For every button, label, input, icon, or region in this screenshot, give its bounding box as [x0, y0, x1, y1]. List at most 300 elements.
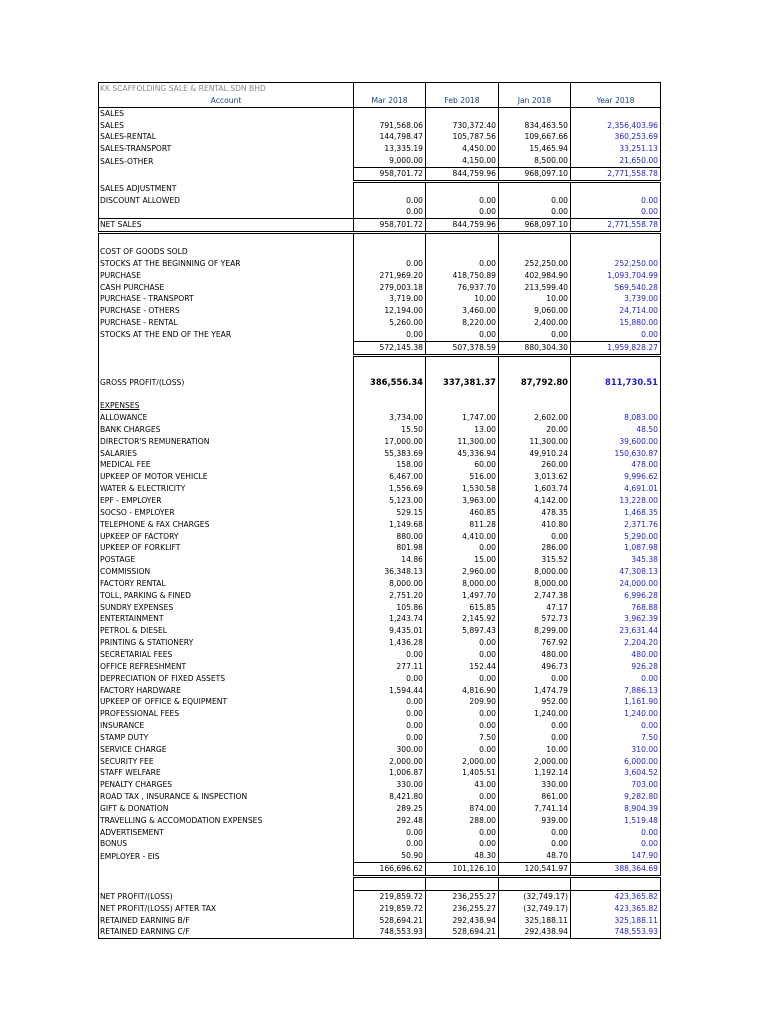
account-label: UPKEEP OF OFFICE & EQUIPMENT: [99, 696, 354, 708]
amount-year-2018: 21,650.00: [571, 155, 661, 167]
account-label: COST OF GOODS SOLD: [99, 246, 354, 258]
amount-mar-2018: 3,719.00: [354, 293, 426, 305]
amount-feb-2018: 0.00: [426, 206, 499, 218]
amount-mar-2018: 144,798.47: [354, 131, 426, 143]
account-label: SALES-TRANSPORT: [99, 143, 354, 155]
amount-feb-2018: 10.00: [426, 293, 499, 305]
amount-mar-2018: [354, 877, 426, 891]
amount-jan-2018: 402,984.90: [499, 270, 571, 282]
account-row: [99, 661, 661, 673]
account-row: [99, 803, 661, 815]
amount-mar-2018: 158.00: [354, 459, 426, 471]
account-label: TRAVELLING & ACCOMODATION EXPENSES: [99, 815, 354, 827]
account-label: ROAD TAX , INSURANCE & INSPECTION: [99, 791, 354, 803]
amount-feb-2018: 4,410.00: [426, 531, 499, 543]
amount-mar-2018: 1,006.87: [354, 767, 426, 779]
amount-year-2018: [571, 388, 661, 400]
amount-jan-2018: 0.00: [499, 195, 571, 207]
amount-year-2018: 748,553.93: [571, 926, 661, 938]
amount-year-2018: 310.00: [571, 744, 661, 756]
amount-feb-2018: [426, 877, 499, 891]
account-row: [99, 329, 661, 341]
amount-mar-2018: 1,556.69: [354, 483, 426, 495]
account-label: [99, 167, 354, 181]
amount-mar-2018: 801.98: [354, 542, 426, 554]
column-header-row: [99, 95, 661, 107]
amount-year-2018: [571, 181, 661, 194]
amount-feb-2018: 5,897.43: [426, 625, 499, 637]
amount-jan-2018: (32,749.17): [499, 890, 571, 902]
amount-feb-2018: 0.00: [426, 637, 499, 649]
account-row: [99, 155, 661, 167]
account-row: [99, 181, 661, 194]
account-label: SALES-OTHER: [99, 155, 354, 167]
header-year-2018: Year 2018: [571, 95, 661, 107]
amount-feb-2018: 1,497.70: [426, 590, 499, 602]
account-label: [99, 863, 354, 877]
amount-mar-2018: 0.00: [354, 329, 426, 341]
amount-feb-2018: 337,381.37: [426, 368, 499, 388]
account-label: SOCSO - EMPLOYER: [99, 507, 354, 519]
amount-mar-2018: [354, 388, 426, 400]
amount-feb-2018: 60.00: [426, 459, 499, 471]
amount-jan-2018: [499, 355, 571, 368]
amount-jan-2018: 330.00: [499, 779, 571, 791]
account-row: [99, 744, 661, 756]
amount-mar-2018: 1,594.44: [354, 685, 426, 697]
account-row: [99, 566, 661, 578]
amount-feb-2018: 0.00: [426, 720, 499, 732]
account-row: [99, 471, 661, 483]
amount-feb-2018: 152.44: [426, 661, 499, 673]
amount-mar-2018: 12,194.00: [354, 305, 426, 317]
header-jan-2018: Jan 2018: [499, 95, 571, 107]
amount-feb-2018: 7.50: [426, 732, 499, 744]
account-row: [99, 708, 661, 720]
account-label: FACTORY RENTAL: [99, 578, 354, 590]
amount-jan-2018: 0.00: [499, 329, 571, 341]
amount-mar-2018: 50.90: [354, 850, 426, 862]
account-row: [99, 219, 661, 233]
amount-jan-2018: 0.00: [499, 206, 571, 218]
account-row: [99, 167, 661, 181]
account-label: SALARIES: [99, 448, 354, 460]
amount-jan-2018: 952.00: [499, 696, 571, 708]
amount-jan-2018: 10.00: [499, 293, 571, 305]
account-label: DISCOUNT ALLOWED: [99, 195, 354, 207]
amount-jan-2018: 48.70: [499, 850, 571, 862]
amount-feb-2018: 2,960.00: [426, 566, 499, 578]
account-label: SECURITY FEE: [99, 756, 354, 768]
account-label: ADVERTISEMENT: [99, 827, 354, 839]
amount-feb-2018: 4,150.00: [426, 155, 499, 167]
amount-year-2018: 478.00: [571, 459, 661, 471]
account-label: EXPENSES: [99, 400, 354, 412]
amount-jan-2018: 1,474.79: [499, 685, 571, 697]
amount-feb-2018: [426, 355, 499, 368]
amount-year-2018: 8,904.39: [571, 803, 661, 815]
account-row: [99, 195, 661, 207]
amount-feb-2018: [426, 181, 499, 194]
account-label: SERVICE CHARGE: [99, 744, 354, 756]
amount-year-2018: 480.00: [571, 649, 661, 661]
amount-jan-2018: 87,792.80: [499, 368, 571, 388]
amount-feb-2018: 288.00: [426, 815, 499, 827]
amount-feb-2018: [426, 107, 499, 119]
amount-feb-2018: 13.00: [426, 424, 499, 436]
amount-mar-2018: 5,260.00: [354, 317, 426, 329]
account-row: [99, 649, 661, 661]
account-row: [99, 732, 661, 744]
amount-mar-2018: 1,149.68: [354, 519, 426, 531]
account-row: [99, 483, 661, 495]
amount-mar-2018: [354, 246, 426, 258]
account-row: [99, 685, 661, 697]
amount-year-2018: 2,771,558.78: [571, 167, 661, 181]
amount-year-2018: 0.00: [571, 206, 661, 218]
amount-feb-2018: 0.00: [426, 838, 499, 850]
amount-jan-2018: 8,299.00: [499, 625, 571, 637]
amount-mar-2018: 9,435.01: [354, 625, 426, 637]
amount-mar-2018: 55,383.69: [354, 448, 426, 460]
account-label: FACTORY HARDWARE: [99, 685, 354, 697]
amount-year-2018: [571, 877, 661, 891]
amount-mar-2018: 6,467.00: [354, 471, 426, 483]
amount-jan-2018: 939.00: [499, 815, 571, 827]
amount-mar-2018: 0.00: [354, 827, 426, 839]
amount-year-2018: 388,364.69: [571, 863, 661, 877]
account-row: [99, 246, 661, 258]
amount-year-2018: [571, 233, 661, 246]
amount-mar-2018: 271,969.20: [354, 270, 426, 282]
amount-mar-2018: 13,335.19: [354, 143, 426, 155]
amount-year-2018: 24,714.00: [571, 305, 661, 317]
amount-jan-2018: 767.92: [499, 637, 571, 649]
amount-year-2018: 423,365.82: [571, 890, 661, 902]
amount-feb-2018: 0.00: [426, 329, 499, 341]
account-row: [99, 554, 661, 566]
amount-mar-2018: 219,859.72: [354, 890, 426, 902]
account-row: [99, 578, 661, 590]
account-row: [99, 293, 661, 305]
amount-mar-2018: 1,243.74: [354, 613, 426, 625]
amount-mar-2018: 219,859.72: [354, 903, 426, 915]
amount-year-2018: 325,188.11: [571, 915, 661, 927]
amount-feb-2018: 105,787.56: [426, 131, 499, 143]
company-name: KK SCAFFOLDING SALE & RENTAL SDN BHD: [99, 83, 354, 95]
amount-jan-2018: 861.00: [499, 791, 571, 803]
amount-feb-2018: 8,000.00: [426, 578, 499, 590]
amount-mar-2018: 0.00: [354, 649, 426, 661]
amount-feb-2018: 418,750.89: [426, 270, 499, 282]
amount-feb-2018: [426, 246, 499, 258]
amount-year-2018: 9,282.80: [571, 791, 661, 803]
amount-feb-2018: 76,937.70: [426, 282, 499, 294]
account-label: SUNDRY EXPENSES: [99, 602, 354, 614]
amount-feb-2018: 0.00: [426, 827, 499, 839]
account-row: [99, 368, 661, 388]
amount-year-2018: 39,600.00: [571, 436, 661, 448]
amount-mar-2018: 166,696.62: [354, 863, 426, 877]
account-label: [99, 355, 354, 368]
account-label: WATER & ELECTRICITY: [99, 483, 354, 495]
amount-year-2018: 6,000.00: [571, 756, 661, 768]
amount-jan-2018: 968,097.10: [499, 219, 571, 233]
account-label: TELEPHONE & FAX CHARGES: [99, 519, 354, 531]
amount-mar-2018: 2,000.00: [354, 756, 426, 768]
amount-jan-2018: 292,438.94: [499, 926, 571, 938]
amount-mar-2018: 292.48: [354, 815, 426, 827]
amount-year-2018: 2,356,403.96: [571, 120, 661, 132]
header-mar-2018: Mar 2018: [354, 95, 426, 107]
amount-feb-2018: 292,438.94: [426, 915, 499, 927]
amount-year-2018: 4,691.01: [571, 483, 661, 495]
amount-mar-2018: 8,000.00: [354, 578, 426, 590]
amount-mar-2018: 330.00: [354, 779, 426, 791]
account-row: [99, 815, 661, 827]
amount-mar-2018: [354, 233, 426, 246]
amount-year-2018: 768.88: [571, 602, 661, 614]
amount-jan-2018: 213,599.40: [499, 282, 571, 294]
amount-mar-2018: 1,436.28: [354, 637, 426, 649]
amount-mar-2018: 528,694.21: [354, 915, 426, 927]
account-label: BONUS: [99, 838, 354, 850]
amount-mar-2018: 0.00: [354, 708, 426, 720]
amount-jan-2018: 1,240.00: [499, 708, 571, 720]
amount-year-2018: 1,519.48: [571, 815, 661, 827]
account-label: EMPLOYER - EIS: [99, 850, 354, 862]
amount-jan-2018: 1,603.74: [499, 483, 571, 495]
account-row: [99, 341, 661, 355]
amount-jan-2018: 47.17: [499, 602, 571, 614]
account-row: [99, 756, 661, 768]
account-row: [99, 890, 661, 902]
account-row: [99, 282, 661, 294]
amount-year-2018: 147.90: [571, 850, 661, 862]
amount-jan-2018: [499, 388, 571, 400]
amount-year-2018: 0.00: [571, 720, 661, 732]
amount-jan-2018: 2,400.00: [499, 317, 571, 329]
account-label: SALES: [99, 107, 354, 119]
amount-feb-2018: 4,816.90: [426, 685, 499, 697]
amount-mar-2018: 14.86: [354, 554, 426, 566]
amount-year-2018: 47,308.13: [571, 566, 661, 578]
amount-jan-2018: 0.00: [499, 720, 571, 732]
account-row: [99, 531, 661, 543]
amount-jan-2018: 4,142.00: [499, 495, 571, 507]
account-label: INSURANCE: [99, 720, 354, 732]
account-label: DIRECTOR'S REMUNERATION: [99, 436, 354, 448]
account-label: PRINTING & STATIONERY: [99, 637, 354, 649]
amount-year-2018: [571, 246, 661, 258]
amount-year-2018: 345.38: [571, 554, 661, 566]
account-row: [99, 915, 661, 927]
amount-feb-2018: 4,450.00: [426, 143, 499, 155]
amount-jan-2018: 325,188.11: [499, 915, 571, 927]
amount-jan-2018: 968,097.10: [499, 167, 571, 181]
account-label: CASH PURCHASE: [99, 282, 354, 294]
amount-year-2018: 23,631.44: [571, 625, 661, 637]
account-row: [99, 791, 661, 803]
account-label: PURCHASE - TRANSPORT: [99, 293, 354, 305]
amount-jan-2018: 478.35: [499, 507, 571, 519]
amount-mar-2018: 529.15: [354, 507, 426, 519]
account-row: [99, 673, 661, 685]
amount-jan-2018: 252,250.00: [499, 258, 571, 270]
amount-jan-2018: 260.00: [499, 459, 571, 471]
amount-mar-2018: 3,734.00: [354, 412, 426, 424]
amount-feb-2018: 0.00: [426, 673, 499, 685]
amount-jan-2018: 315.52: [499, 554, 571, 566]
account-row: [99, 495, 661, 507]
amount-mar-2018: 300.00: [354, 744, 426, 756]
income-statement-sheet: [98, 82, 660, 939]
header-account: Account: [99, 95, 354, 107]
account-row: [99, 696, 661, 708]
account-label: TOLL, PARKING & FINED: [99, 590, 354, 602]
account-label: STAMP DUTY: [99, 732, 354, 744]
account-label: SALES ADJUSTMENT: [99, 181, 354, 194]
amount-year-2018: 0.00: [571, 673, 661, 685]
amount-feb-2018: 43.00: [426, 779, 499, 791]
amount-jan-2018: 120,541.97: [499, 863, 571, 877]
amount-mar-2018: [354, 107, 426, 119]
amount-year-2018: 0.00: [571, 195, 661, 207]
amount-feb-2018: 507,378.59: [426, 341, 499, 355]
amount-year-2018: 8,083.00: [571, 412, 661, 424]
header-feb-2018: Feb 2018: [426, 95, 499, 107]
account-label: POSTAGE: [99, 554, 354, 566]
amount-jan-2018: 49,910.24: [499, 448, 571, 460]
account-row: [99, 270, 661, 282]
amount-feb-2018: 730,372.40: [426, 120, 499, 132]
account-label: PURCHASE: [99, 270, 354, 282]
amount-feb-2018: 3,460.00: [426, 305, 499, 317]
amount-jan-2018: [499, 181, 571, 194]
amount-year-2018: 7.50: [571, 732, 661, 744]
amount-feb-2018: 516.00: [426, 471, 499, 483]
amount-year-2018: 1,087.98: [571, 542, 661, 554]
amount-feb-2018: 844,759.96: [426, 219, 499, 233]
amount-jan-2018: 480.00: [499, 649, 571, 661]
account-row: [99, 436, 661, 448]
amount-year-2018: 6,996.28: [571, 590, 661, 602]
account-row: [99, 863, 661, 877]
amount-feb-2018: 2,145.92: [426, 613, 499, 625]
amount-feb-2018: 1,530.58: [426, 483, 499, 495]
account-label: ENTERTAINMENT: [99, 613, 354, 625]
amount-year-2018: 2,771,558.78: [571, 219, 661, 233]
account-label: NET PROFIT/(LOSS) AFTER TAX: [99, 903, 354, 915]
amount-feb-2018: 11,300.00: [426, 436, 499, 448]
amount-jan-2018: [499, 400, 571, 412]
amount-jan-2018: 3,013.62: [499, 471, 571, 483]
account-label: OFFICE REFRESHMENT: [99, 661, 354, 673]
account-label: PROFESSIONAL FEES: [99, 708, 354, 720]
account-label: RETAINED EARNING C/F: [99, 926, 354, 938]
amount-mar-2018: 791,568.06: [354, 120, 426, 132]
amount-mar-2018: 289.25: [354, 803, 426, 815]
amount-mar-2018: 0.00: [354, 838, 426, 850]
account-row: [99, 131, 661, 143]
amount-year-2018: 2,204.20: [571, 637, 661, 649]
amount-mar-2018: 5,123.00: [354, 495, 426, 507]
account-row: [99, 625, 661, 637]
amount-year-2018: 926.28: [571, 661, 661, 673]
amount-mar-2018: 0.00: [354, 696, 426, 708]
amount-feb-2018: 460.85: [426, 507, 499, 519]
amount-feb-2018: 844,759.96: [426, 167, 499, 181]
account-label: RETAINED EARNING B/F: [99, 915, 354, 927]
account-row: [99, 827, 661, 839]
amount-year-2018: 0.00: [571, 827, 661, 839]
amount-feb-2018: 236,255.27: [426, 890, 499, 902]
amount-year-2018: 150,630.87: [571, 448, 661, 460]
amount-mar-2018: 0.00: [354, 195, 426, 207]
amount-feb-2018: 0.00: [426, 791, 499, 803]
amount-jan-2018: 8,000.00: [499, 566, 571, 578]
amount-year-2018: 3,739.00: [571, 293, 661, 305]
amount-feb-2018: 2,000.00: [426, 756, 499, 768]
amount-mar-2018: 8,421.80: [354, 791, 426, 803]
amount-year-2018: 15,880.00: [571, 317, 661, 329]
amount-mar-2018: [354, 181, 426, 194]
amount-mar-2018: [354, 355, 426, 368]
account-row: [99, 926, 661, 938]
amount-mar-2018: 0.00: [354, 258, 426, 270]
amount-feb-2018: 45,336.94: [426, 448, 499, 460]
amount-mar-2018: 36,348.13: [354, 566, 426, 578]
amount-jan-2018: 0.00: [499, 827, 571, 839]
account-label: GROSS PROFIT/(LOSS): [99, 368, 354, 388]
account-row: [99, 206, 661, 218]
account-row: [99, 120, 661, 132]
amount-jan-2018: [499, 877, 571, 891]
amount-mar-2018: 748,553.93: [354, 926, 426, 938]
account-row: [99, 590, 661, 602]
amount-feb-2018: 874.00: [426, 803, 499, 815]
account-label: NET PROFIT/(LOSS): [99, 890, 354, 902]
amount-jan-2018: [499, 246, 571, 258]
amount-feb-2018: [426, 233, 499, 246]
amount-feb-2018: 0.00: [426, 258, 499, 270]
account-row: [99, 317, 661, 329]
amount-jan-2018: 11,300.00: [499, 436, 571, 448]
amount-year-2018: 48.50: [571, 424, 661, 436]
account-label: [99, 388, 354, 400]
account-row: [99, 519, 661, 531]
amount-jan-2018: 880,304.30: [499, 341, 571, 355]
amount-mar-2018: 386,556.34: [354, 368, 426, 388]
account-label: [99, 341, 354, 355]
amount-jan-2018: 109,667.66: [499, 131, 571, 143]
amount-jan-2018: 496.73: [499, 661, 571, 673]
amount-year-2018: 360,253.69: [571, 131, 661, 143]
amount-jan-2018: [499, 233, 571, 246]
amount-year-2018: 1,240.00: [571, 708, 661, 720]
amount-feb-2018: 15.00: [426, 554, 499, 566]
amount-jan-2018: 2,000.00: [499, 756, 571, 768]
account-label: NET SALES: [99, 219, 354, 233]
blank-row: [99, 877, 661, 891]
amount-mar-2018: 0.00: [354, 206, 426, 218]
account-label: STAFF WELFARE: [99, 767, 354, 779]
account-row: [99, 637, 661, 649]
amount-mar-2018: 0.00: [354, 720, 426, 732]
amount-year-2018: 569,540.28: [571, 282, 661, 294]
account-row: [99, 424, 661, 436]
account-label: GIFT & DONATION: [99, 803, 354, 815]
